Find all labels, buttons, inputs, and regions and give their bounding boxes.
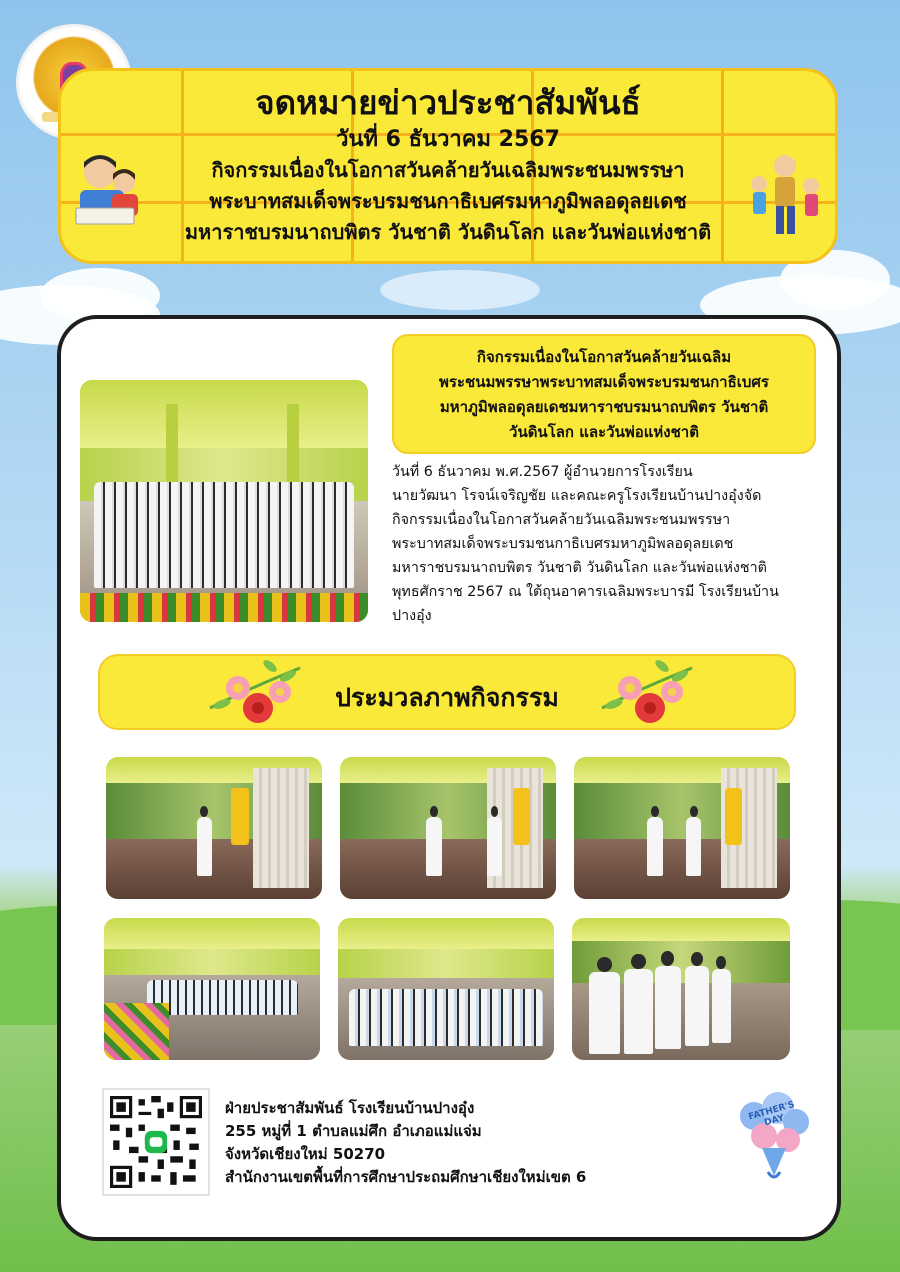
family-icon: [745, 150, 825, 240]
main-activity-photo: [80, 380, 368, 622]
header-banner: [58, 68, 838, 264]
banner-text: [61, 81, 835, 248]
gallery-title: ประมวลภาพกิจกรรม: [335, 683, 559, 712]
summary-box: [392, 334, 816, 454]
fathers-day-label: FATHER'S DAY: [747, 1099, 796, 1129]
gallery-photo: [340, 757, 556, 899]
cloud: [380, 270, 540, 310]
flower-bouquet-icon: [592, 648, 702, 738]
article-line: วันที่ 6 ธันวาคม พ.ศ.2567 ผู้อำนวยการโรงเรียน: [392, 464, 693, 480]
article-body: [392, 460, 818, 628]
summary-line: พระชนมพรรษาพระบาทสมเด็จพระบรมชนกาธิเบศร: [439, 373, 769, 391]
banner-subtitle-line: พระบาทสมเด็จพระบรมชนกาธิเบศรมหาภูมิพลอดุลยเดช: [209, 189, 687, 213]
gallery-photo: [572, 918, 790, 1060]
page-date: วันที่ 6 ธันวาคม 2567: [336, 127, 560, 152]
gallery-photo: [104, 918, 320, 1060]
article-line: ปางอุ๋ง: [392, 608, 432, 624]
contact-line: สำนักงานเขตพื้นที่การศึกษาประถมศึกษาเชียงใหม่เขต 6: [225, 1168, 587, 1186]
qr-code-icon: [110, 1096, 202, 1188]
article-line: พุทธศักราช 2567 ณ ใต้ถุนอาคารเฉลิมพระบารมี โรงเรียนบ้าน: [392, 584, 779, 600]
article-line: นายวัฒนา โรจน์เจริญชัย และคณะครูโรงเรียนบ้านปางอุ๋งจัด: [392, 488, 762, 504]
article-line: มหาราชบรมนาถบพิตร วันชาติ วันดินโลก และวันพ่อแห่งชาติ: [392, 560, 767, 576]
gallery-header: [98, 654, 796, 730]
article-line: พระบาทสมเด็จพระบรมชนกาธิเบศรมหาภูมิพลอดุลยเดช: [392, 536, 734, 552]
contact-info: [225, 1097, 586, 1189]
gallery-photo: [574, 757, 790, 899]
gallery-photo: [338, 918, 554, 1060]
fathers-day-bouquet: [734, 1086, 814, 1186]
banner-subtitle-line: กิจกรรมเนื่องในโอกาสวันคล้ายวันเฉลิมพระชนมพรรษา: [211, 158, 685, 182]
article-line: กิจกรรมเนื่องในโอกาสวันคล้ายวันเฉลิมพระชนมพรรษา: [392, 512, 731, 528]
summary-line: วันดินโลก และวันพ่อแห่งชาติ: [509, 423, 699, 441]
contact-line: ฝ่ายประชาสัมพันธ์ โรงเรียนบ้านปางอุ๋ง: [225, 1099, 475, 1117]
page-title: จดหมายข่าวประชาสัมพันธ์: [255, 83, 641, 122]
summary-line: กิจกรรมเนื่องในโอกาสวันคล้ายวันเฉลิม: [476, 348, 732, 366]
contact-line: จังหวัดเชียงใหม่ 50270: [225, 1145, 386, 1163]
summary-line: มหาภูมิพลอดุลยเดชมหาราชบรมนาถบพิตร วันชาติ: [439, 398, 769, 416]
qr-code[interactable]: [102, 1088, 210, 1196]
contact-line: 255 หมู่ที่ 1 ตำบลแม่ศึก อำเภอแม่แจ่ม: [225, 1122, 482, 1140]
gallery-photo: [106, 757, 322, 899]
banner-subtitle-line: มหาราชบรมนาถบพิตร วันชาติ วันดินโลก และวันพ่อแห่งชาติ: [184, 220, 712, 244]
kids-reading-icon: [72, 150, 142, 230]
